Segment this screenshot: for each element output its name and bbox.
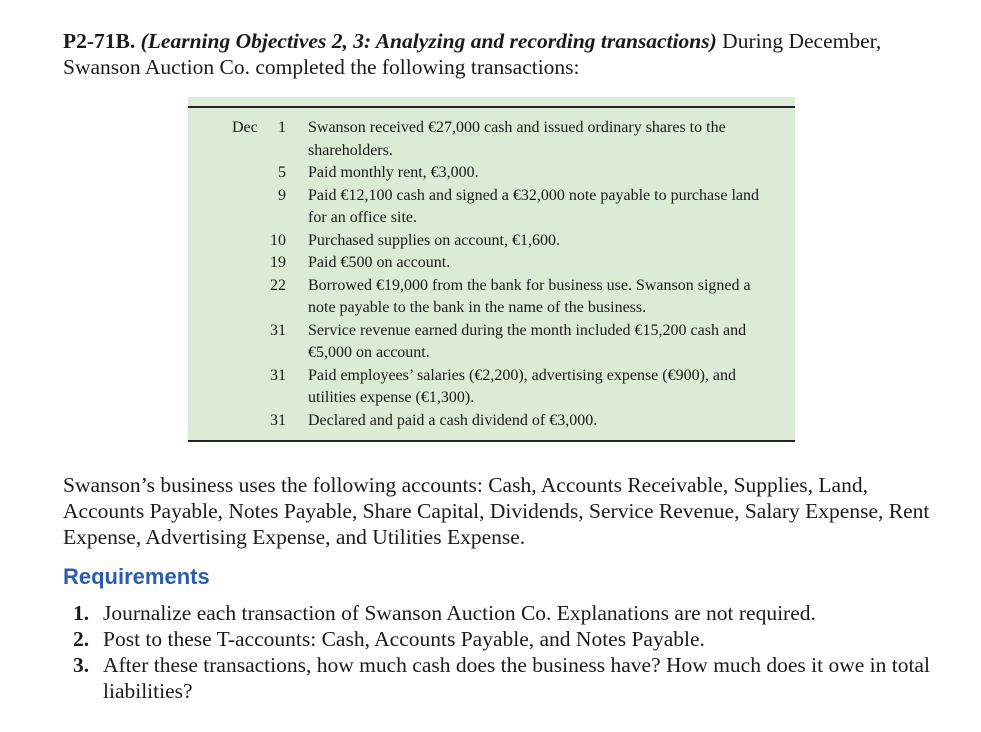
requirement-text: Journalize each transaction of Swanson Auction Co. Explanations are not required.	[103, 601, 816, 625]
transaction-text: Service revenue earned during the month included €15,200 cash and €5,000 on account.	[308, 321, 747, 361]
transaction-text: Paid €12,100 cash and signed a €32,000 note payable to purchase land for an office site.	[308, 186, 759, 226]
transaction-text: Paid monthly rent, €3,000.	[308, 164, 479, 181]
transaction-row	[188, 162, 795, 185]
transaction-text: Paid employees’ salaries (€2,200), advertising expense (€900), and utilities expense (€1,300).	[308, 366, 737, 406]
transaction-day: 31	[270, 366, 286, 384]
transaction-day: 9	[278, 186, 286, 204]
requirement-item	[63, 652, 943, 704]
transaction-day: 1	[278, 119, 286, 136]
requirement-number: 3.	[73, 653, 90, 677]
requirement-number: 1.	[73, 601, 90, 625]
table-top-rule	[188, 106, 795, 108]
transaction-day: 31	[270, 411, 286, 429]
transaction-month: Dec	[232, 119, 258, 136]
transaction-text: Declared and paid a cash dividend of €3,000.	[308, 411, 598, 429]
table-bottom-rule	[188, 440, 795, 442]
requirement-text: Post to these T-accounts: Cash, Accounts Payable, and Notes Payable.	[103, 627, 705, 651]
requirement-item	[63, 600, 943, 626]
transaction-row	[188, 365, 795, 410]
requirements-heading: Requirements	[63, 564, 210, 589]
transaction-day: 5	[278, 164, 286, 181]
transaction-row	[188, 252, 795, 275]
requirements-list	[63, 600, 943, 704]
problem-intro	[63, 28, 943, 80]
transaction-day: 31	[270, 321, 286, 339]
transaction-row	[188, 230, 795, 253]
transactions-table	[188, 97, 795, 442]
transaction-row	[188, 320, 795, 365]
transaction-text: Purchased supplies on account, €1,600.	[308, 231, 560, 249]
problem-id: P2-71B.	[63, 29, 136, 53]
transaction-day: 22	[270, 276, 286, 294]
transaction-row	[188, 410, 795, 433]
requirement-number: 2.	[73, 627, 90, 651]
transaction-day: 19	[270, 254, 286, 271]
requirement-item	[63, 626, 943, 652]
transaction-day: 10	[270, 231, 286, 249]
transactions-list	[188, 117, 795, 432]
transaction-row	[188, 117, 795, 162]
requirement-text: After these transactions, how much cash does the business have? How much does it owe in total liabilities?	[103, 653, 930, 703]
accounts-paragraph: Swanson’s business uses the following accounts: Cash, Accounts Receivable, Supplies, Land, Accounts Payable, Notes Payable, Share Capital, Dividends, Service Revenue, Salary Expense, Rent Expense, Advertising Expense, and Utilities Expense.	[63, 473, 930, 549]
transaction-text: Swanson received €27,000 cash and issued ordinary shares to the shareholders.	[308, 119, 726, 159]
learning-objectives: (Learning Objectives 2, 3: Analyzing and recording transactions)	[140, 29, 717, 53]
transaction-text: Borrowed €19,000 from the bank for business use. Swanson signed a note payable to the bank in the name of the business.	[308, 276, 751, 316]
transaction-row	[188, 185, 795, 230]
transaction-row	[188, 275, 795, 320]
problem-intro-text: During December, Swanson Auction Co. completed the following transactions:	[63, 29, 882, 79]
transaction-text: Paid €500 on account.	[308, 254, 451, 271]
